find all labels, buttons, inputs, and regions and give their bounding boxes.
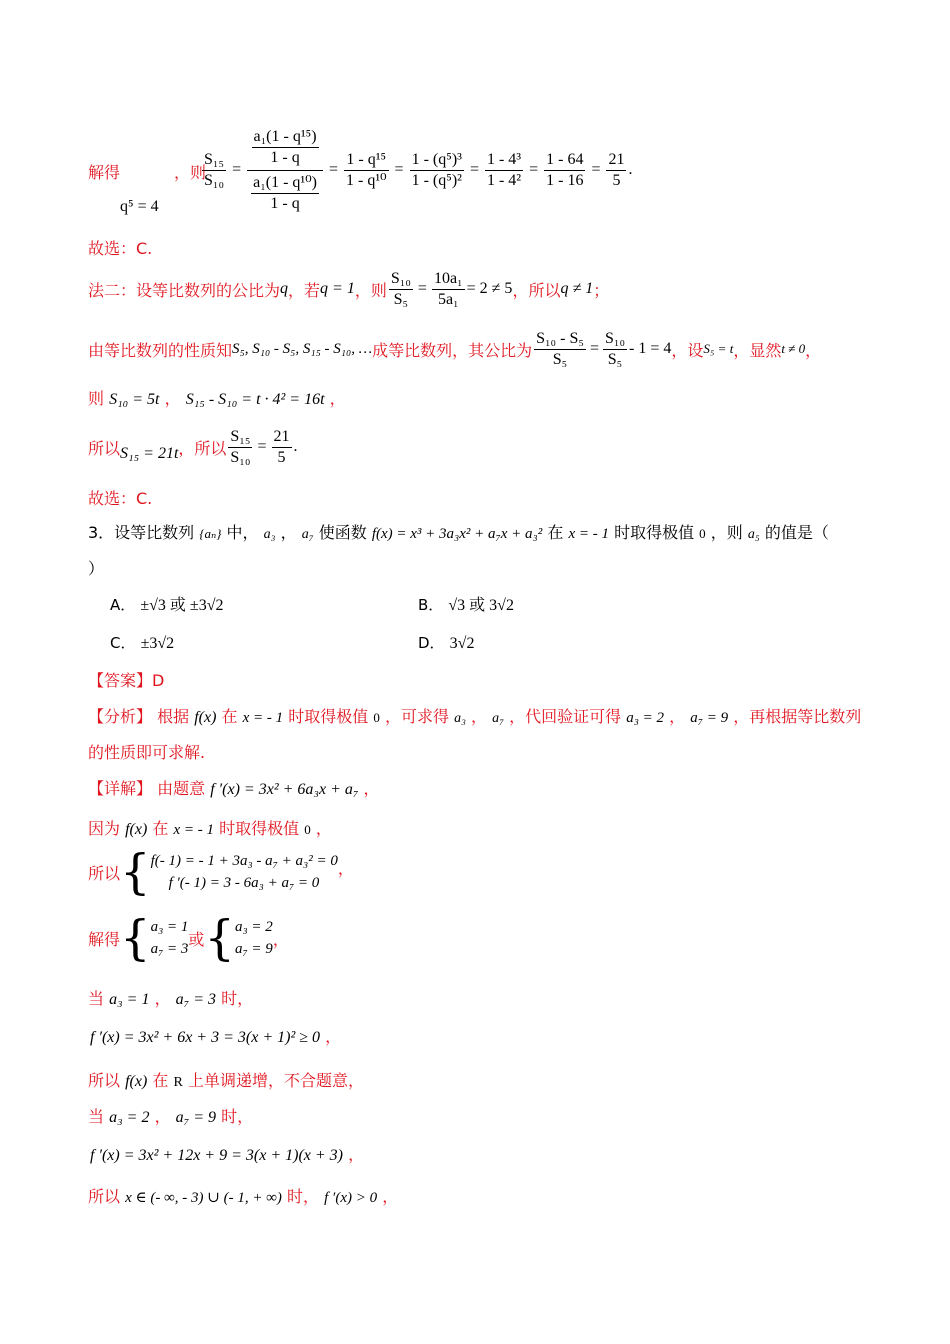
analysis-line-2: 的性质即可求解. xyxy=(88,743,206,762)
ze-label: ，则 xyxy=(174,163,207,182)
guxuan-1: 故选：C. xyxy=(88,239,153,258)
eq-sign: = xyxy=(232,161,242,178)
fraction-5: $\frac{1 - 64}{1 - 16}$ xyxy=(546,150,584,189)
q5-equation: q⁵ = 4 xyxy=(120,198,159,215)
since-line: 因为 f(x) 在 x = - 1 时取得极值 0 ， xyxy=(88,819,332,838)
jiede-label: 解得 xyxy=(88,163,121,182)
final-line: 所以 x ∈ (- ∞, - 3) ∪ (- 1, + ∞) 时， f ′(x) > 0 ， xyxy=(88,1187,399,1206)
therefore-line: 所以 S₁₅ = 21t ，所以 $\frac{\text{S₁₅}}{\text{S₁₀}}$ = $\frac{21}{5}$ . xyxy=(88,427,298,466)
fraction-4: $\frac{\text{1 - 4³}}{\text{1 - 4²}}$ xyxy=(486,150,522,189)
system-2: 解得 { a₃ = 1 a₇ = 3 或 { a₃ = 2 a₇ = 9 ， xyxy=(88,910,289,966)
guxuan-2: 故选：C. xyxy=(88,489,153,508)
left-brace: { xyxy=(120,844,151,900)
then-line: 则 S₁₀ = 5t ， S₁₅ - S₁₀ = t · 4² = 16t ， xyxy=(88,389,346,408)
fraction-6: $\frac{21}{5}$ xyxy=(608,150,625,189)
big-fraction: $\frac{\frac{\text{a₁(1 - q¹⁵)}}{1 - q}}{\frac{\text{a₁(1 - q¹⁰)}}{1 - q}}$ xyxy=(247,127,323,214)
answer-value: D xyxy=(152,671,165,690)
analysis-line-1: 【分析】 根据 f(x) 在 x = - 1 时取得极值 0 ，可求得 a₃ ， a₇ ，代回验证可得 a₃ = 2 ， a₇ = 9 ，再根据等比数列 xyxy=(88,707,862,726)
case-2-derivative: f ′(x) = 3x² + 12x + 9 = 3(x + 1)(x + 3) ， xyxy=(90,1145,365,1164)
property-line: 由等比数列的性质知 S₅, S₁₀ - S₅, S₁₅ - S₁₀, … 成等比数列，其公比为 $\frac{\text{S₁₀ - S₅}}{\text{S₅}}$ = $\frac{\text{S₁₀}}{\text{S₅}}$ - 1 = 4 ，设 S₅ = t ，显然 t ≠ 0 ， xyxy=(88,329,822,368)
answer-line: 【答案】D xyxy=(88,671,165,690)
case-1-derivative: f ′(x) = 3x² + 6x + 3 = 3(x + 1)² ≥ 0 ， xyxy=(90,1027,342,1046)
detail-line: 【详解】 由题意 f ′(x) = 3x² + 6a₃x + a₇ ， xyxy=(88,779,380,798)
case-2: 当 a₃ = 2 ， a₇ = 9 时， xyxy=(88,1107,254,1126)
ratio-derivation: $\frac{\text{S₁₅}}{\text{S₁₀}}$ = $\frac{\frac{\text{a₁(1 - q¹⁵)}}{1 - q}}{\frac{\text{a₁(1 - q¹⁰)}}{1 - q}}$ = $\frac{\text{1 - q¹⁵}}{\text{1 - q¹⁰}}$ = $\frac{\text{1 - (q⁵)³}}{\text{1 - (q⁵)²}}$ = $\frac{\text{1 - 4³}}{\text{1 - 4²}}$ = $\frac{1 - 64}{1 - 16}$ = $\frac{21}{5}$ . xyxy=(204,127,633,212)
fraction-3: $\frac{\text{1 - (q⁵)³}}{\text{1 - (q⁵)²}}$ xyxy=(411,150,462,189)
system-1: 所以 { f(- 1) = - 1 + 3a₃ - a₇ + a₃² = 0 f ′(- 1) = 3 - 6a₃ + a₇ = 0 ， xyxy=(88,844,354,900)
question-3: 3．设等比数列 {aₙ} 中， a₃ ， a₇ 使函数 f(x) = x³ + 3a₃x² + a₇x + a₃² 在 x = - 1 时取得极值 0 ，则 a₅ 的值是（ xyxy=(88,523,829,542)
case-1: 当 a₃ = 1 ， a₇ = 3 时， xyxy=(88,989,254,1008)
question-3-close: ） xyxy=(88,559,105,578)
option-b: B． √3 或 3√2 xyxy=(418,596,514,614)
case-1-conclusion: 所以 f(x) 在 R 上单调递增，不合题意， xyxy=(88,1071,364,1090)
fraction-2: $\frac{\text{1 - q¹⁵}}{\text{1 - q¹⁰}}$ xyxy=(346,150,387,189)
option-c: C． ±3√2 xyxy=(110,634,175,652)
option-a: A． ±√3 或 ±3√2 xyxy=(110,596,224,614)
method-two-line: 法二：设等比数列的公比为 q ，若 q = 1 ，则 $\frac{\text{S₁₀}}{\text{S₅}}$ = $\frac{\text{10a₁}}{\text{5a₁}}$ = 2 ≠ 5 ，所以 q ≠ 1 ； xyxy=(88,269,610,308)
lhs-fraction: $\frac{\text{S₁₅}}{\text{S₁₀}}$ xyxy=(204,150,225,189)
option-d: D． 3√2 xyxy=(418,634,475,652)
